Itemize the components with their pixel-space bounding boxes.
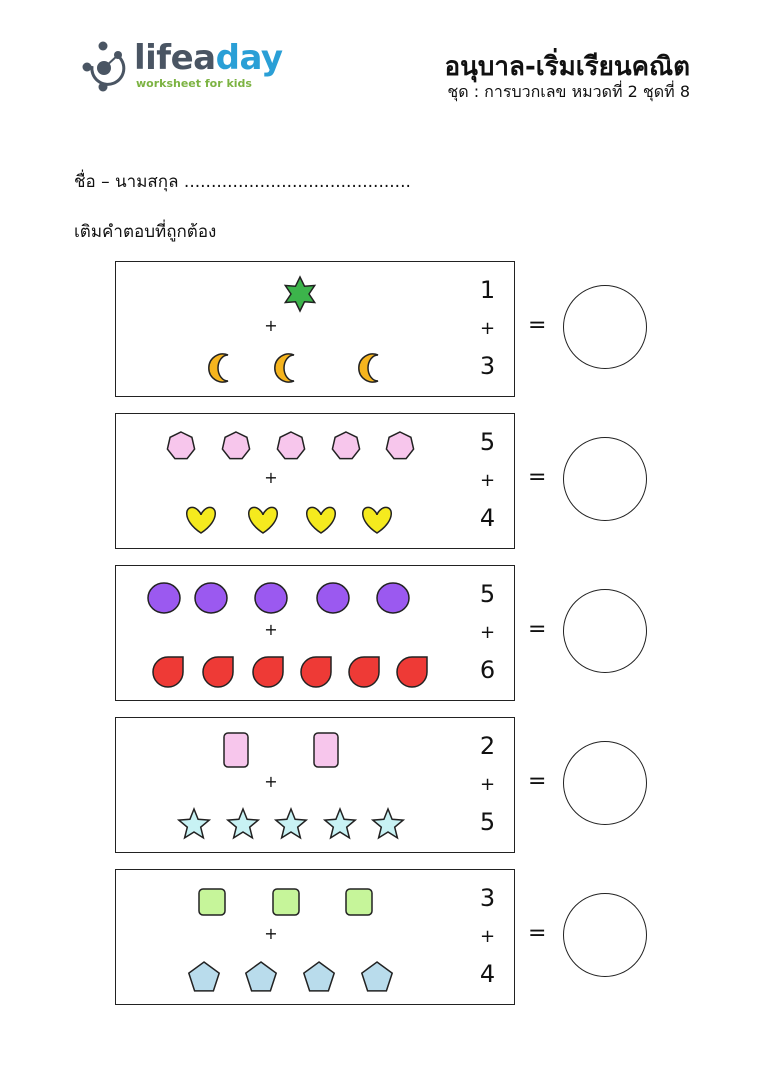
picture-box: [115, 413, 463, 549]
logo-molecule-icon: [82, 40, 134, 96]
equals-sign: =: [528, 313, 547, 338]
problem-row: [115, 565, 675, 703]
rounded-square-icon: [199, 889, 225, 915]
instruction-text: เติมคำตอบที่ถูกต้อง: [74, 222, 217, 242]
picture-plus-sign: +: [264, 924, 278, 943]
equals-sign: =: [528, 617, 547, 642]
pentagon-icon: [246, 962, 276, 991]
equals-sign: =: [528, 465, 547, 490]
top-number: 3: [479, 884, 496, 912]
pentagon-icon: [362, 962, 392, 991]
heart-icon: [187, 507, 216, 533]
number-box: [461, 869, 515, 1005]
equals-sign: =: [528, 921, 547, 946]
bottom-number: 6: [479, 656, 496, 684]
circle-icon: [317, 583, 349, 613]
picture-plus-sign: +: [264, 620, 278, 639]
top-number: 5: [479, 428, 496, 456]
number-box: [461, 717, 515, 853]
number-plus-sign: +: [479, 318, 496, 339]
answer-circle[interactable]: [563, 437, 647, 521]
answer-circle[interactable]: [563, 589, 647, 673]
counting-shapes: [116, 718, 462, 852]
drop-icon: [349, 657, 379, 687]
number-plus-sign: +: [479, 774, 496, 795]
counting-shapes: [116, 414, 462, 548]
circle-icon: [255, 583, 287, 613]
bottom-number: 3: [479, 352, 496, 380]
top-number: 2: [479, 732, 496, 760]
number-box: [461, 565, 515, 701]
worksheet-subtitle: ชุด : การบวกเลข หมวดที่ 2 ชุดที่ 8: [447, 82, 690, 101]
circle-icon: [195, 583, 227, 613]
circle-icon: [377, 583, 409, 613]
star-5-icon: [228, 809, 258, 838]
heptagon-icon: [386, 432, 413, 459]
star-5-icon: [373, 809, 403, 838]
heart-icon: [307, 507, 336, 533]
pentagon-icon: [189, 962, 219, 991]
logo-wordmark: lifeaday: [134, 38, 283, 78]
crescent-moon-icon: [359, 354, 378, 382]
heptagon-icon: [277, 432, 304, 459]
heptagon-icon: [167, 432, 194, 459]
answer-circle[interactable]: [563, 285, 647, 369]
logo-tagline: worksheet for kids: [136, 77, 252, 90]
picture-box: [115, 717, 463, 853]
circle-icon: [148, 583, 180, 613]
picture-box: [115, 261, 463, 397]
counting-shapes: [116, 566, 462, 700]
drop-icon: [203, 657, 233, 687]
picture-box: [115, 869, 463, 1005]
star-6-icon: [285, 277, 314, 311]
picture-plus-sign: +: [264, 316, 278, 335]
number-box: [461, 261, 515, 397]
bottom-number: 5: [479, 808, 496, 836]
rounded-rect-icon: [314, 733, 338, 767]
problem-row: [115, 869, 675, 1007]
pentagon-icon: [304, 962, 334, 991]
crescent-moon-icon: [209, 354, 228, 382]
bottom-number: 4: [479, 504, 496, 532]
drop-icon: [301, 657, 331, 687]
drop-icon: [397, 657, 427, 687]
rounded-square-icon: [273, 889, 299, 915]
problem-row: [115, 413, 675, 551]
star-5-icon: [179, 809, 209, 838]
top-number: 5: [479, 580, 496, 608]
counting-shapes: [116, 870, 462, 1004]
heptagon-icon: [222, 432, 249, 459]
crescent-moon-icon: [275, 354, 294, 382]
heart-icon: [249, 507, 278, 533]
worksheet-title: อนุบาล-เริ่มเรียนคณิต: [444, 52, 690, 82]
star-5-icon: [325, 809, 355, 838]
heart-icon: [363, 507, 392, 533]
drop-icon: [153, 657, 183, 687]
name-field-line[interactable]: ชื่อ – นามสกุล ..........................................: [74, 172, 411, 192]
picture-plus-sign: +: [264, 468, 278, 487]
problem-row: [115, 261, 675, 399]
lifeaday-logo: [82, 38, 283, 96]
counting-shapes: [116, 262, 462, 396]
star-5-icon: [276, 809, 306, 838]
heptagon-icon: [332, 432, 359, 459]
rounded-rect-icon: [224, 733, 248, 767]
answer-circle[interactable]: [563, 741, 647, 825]
number-box: [461, 413, 515, 549]
problem-row: [115, 717, 675, 855]
rounded-square-icon: [346, 889, 372, 915]
equals-sign: =: [528, 769, 547, 794]
number-plus-sign: +: [479, 926, 496, 947]
picture-box: [115, 565, 463, 701]
bottom-number: 4: [479, 960, 496, 988]
number-plus-sign: +: [479, 470, 496, 491]
number-plus-sign: +: [479, 622, 496, 643]
answer-circle[interactable]: [563, 893, 647, 977]
picture-plus-sign: +: [264, 772, 278, 791]
top-number: 1: [479, 276, 496, 304]
drop-icon: [253, 657, 283, 687]
